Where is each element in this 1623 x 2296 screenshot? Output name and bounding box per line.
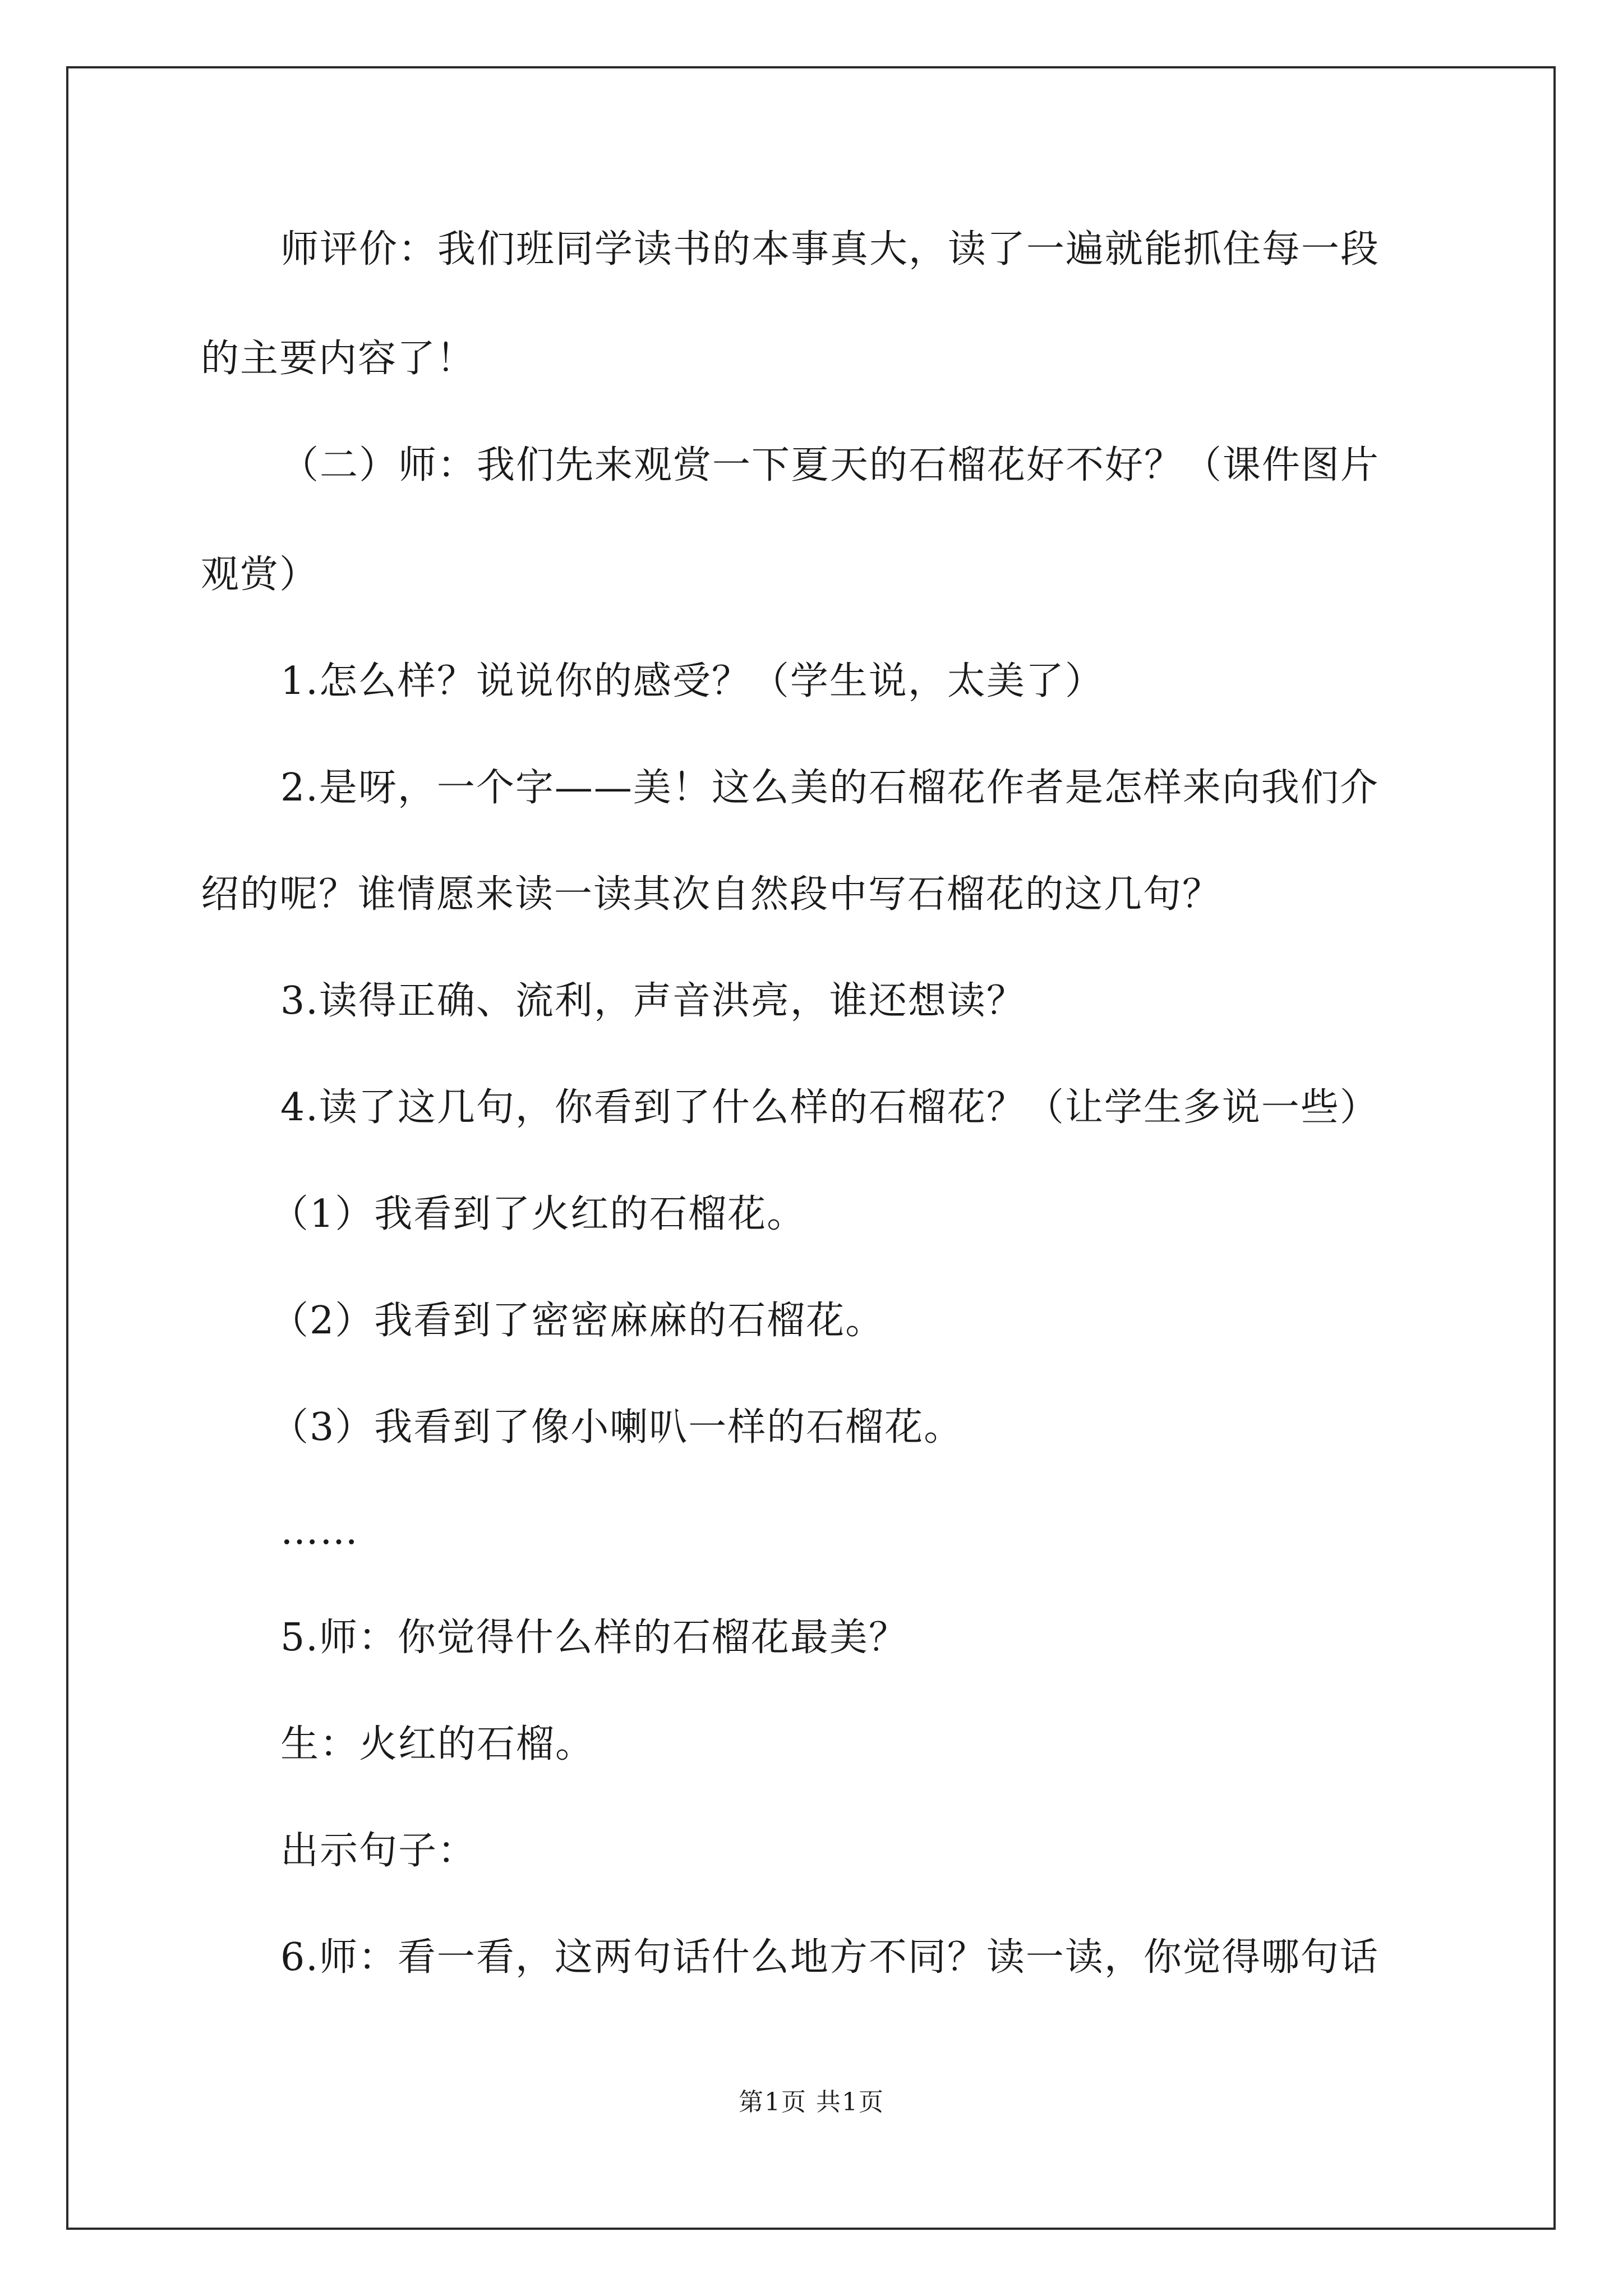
paragraph-line-10: （1）我看到了火红的石榴花。 xyxy=(270,1192,806,1236)
paragraph-line-13: …… xyxy=(280,1509,359,1553)
paragraph-line-9: 4.读了这几句，你看到了什么样的石榴花？（让学生多说一些） xyxy=(280,1085,1379,1130)
paragraph-line-16: 出示句子： xyxy=(280,1829,477,1873)
page-footer: 第1页 共1页 xyxy=(739,2088,884,2116)
paragraph-line-6: 2.是呀，一个字——美！这么美的石榴花作者是怎样来向我们介 xyxy=(280,766,1379,810)
paragraph-line-1: 师评价：我们班同学读书的本事真大，读了一遍就能抓住每一段 xyxy=(280,227,1380,272)
paragraph-line-12: （3）我看到了像小喇叭一样的石榴花。 xyxy=(270,1405,963,1450)
paragraph-line-3: （二）师：我们先来观赏一下夏天的石榴花好不好？（课件图片 xyxy=(280,443,1380,487)
paragraph-line-11: （2）我看到了密密麻麻的石榴花。 xyxy=(270,1299,885,1343)
paragraph-line-17: 6.师：看一看，这两句话什么地方不同？读一读，你觉得哪句话 xyxy=(280,1935,1379,1980)
paragraph-line-14: 5.师：你觉得什么样的石榴花最美？ xyxy=(280,1616,908,1660)
paragraph-line-2: 的主要内容了！ xyxy=(201,337,476,381)
paragraph-line-7: 绍的呢？谁情愿来读一读其次自然段中写石榴花的这几句？ xyxy=(201,872,1222,917)
paragraph-line-5: 1.怎么样？说说你的感受？（学生说，太美了） xyxy=(280,659,1104,703)
paragraph-line-4: 观赏） xyxy=(201,553,319,597)
paragraph-line-8: 3.读得正确、流利，声音洪亮，谁还想读？ xyxy=(280,979,1026,1023)
page-border xyxy=(66,66,1556,2230)
paragraph-line-15: 生：火红的石榴。 xyxy=(280,1722,595,1766)
